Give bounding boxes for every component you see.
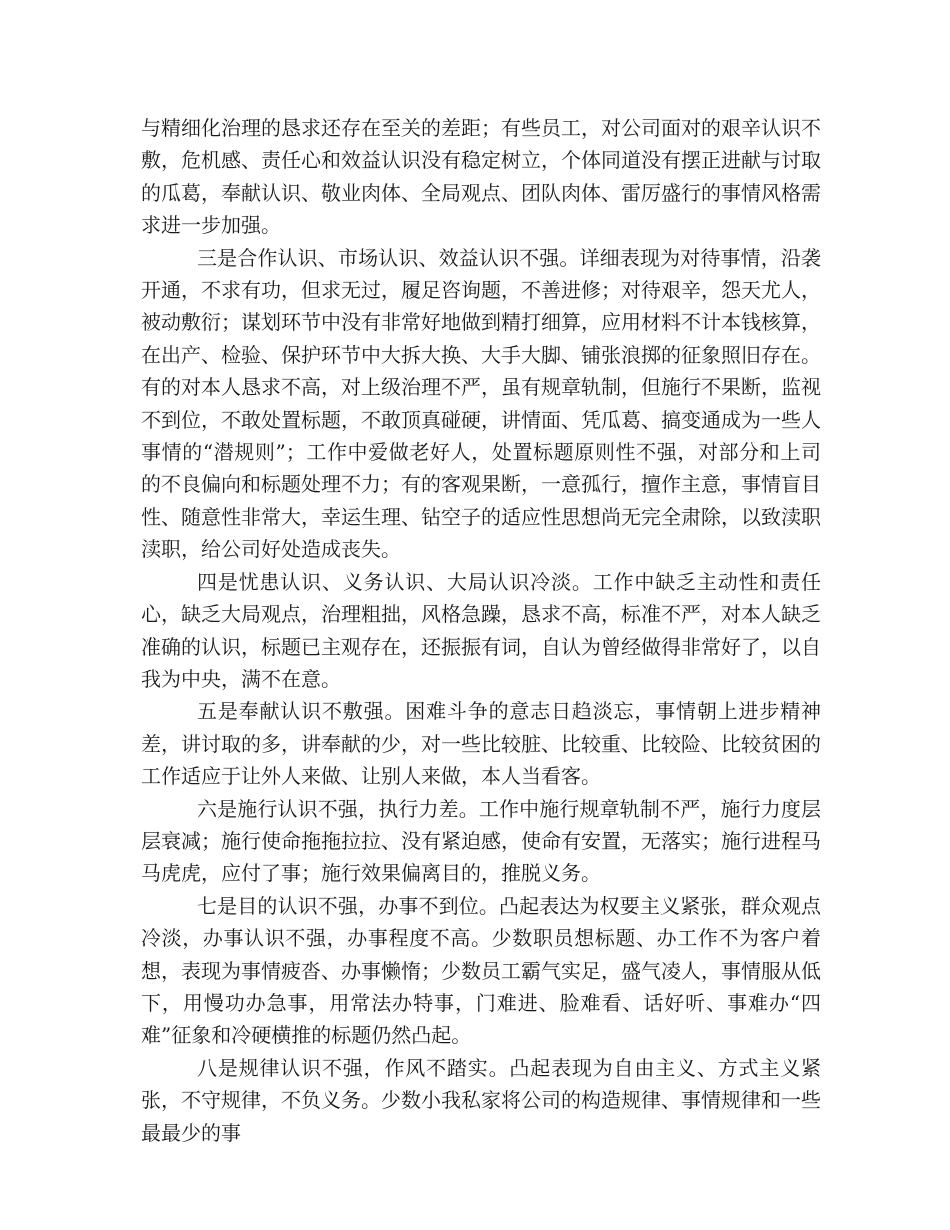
- paragraph-continued: 与精细化治理的恳求还存在至关的差距；有些员工，对公司面对的艰辛认识不敷，危机感、责任心和效益认识没有稳定树立，个体同道没有摆正进献与讨取的瓜葛，奉献认识、敬业肉体、全局观点、团队肉体、雷厉盛行的事情风格需求进一步加强。: [141, 116, 821, 238]
- paragraph-point-five: 五是奉献认识不敷强。困难斗争的意志日趋淡忘，事情朝上进步精神差，讲讨取的多，讲奉献的少，对一些比较脏、比较重、比较险、比较贫困的工作适应于让外人来做、让别人来做，本人当看客。: [141, 699, 821, 789]
- paragraph-point-three: 三是合作认识、市场认识、效益认识不强。详细表现为对待事情，沿袭开通，不求有功，但求无过，履足咨询题，不善进修；对待艰辛，怨天尤人，被动敷衍；谋划环节中没有非常好地做到精打细算，应用材料不计本钱核算，在出产、检验、保护环节中大拆大换、大手大脚、铺张浪掷的征象照旧存在。有的对本人恳求不高，对上级治理不严，虽有规章轨制，但施行不果断，监视不到位，不敢处置标题，不敢顶真碰硬，讲情面、凭瓜葛、搞变通成为一些人事情的“潜规则”；工作中爱做老好人，处置标题原则性不强，对部分和上司的不良偏向和标题处理不力；有的客观果断，一意孤行，擅作主意，事情盲目性、随意性非常大，幸运生理、钻空子的适应性思想尚无完全肃除，以致渎职渎职，给公司好处造成丧失。: [141, 245, 821, 562]
- paragraph-point-six: 六是施行认识不强，执行力差。工作中施行规章轨制不严，施行力度层层衰减；施行使命拖拖拉拉、没有紧迫感，使命有安置，无落实；施行进程马马虎虎，应付了事；施行效果偏离目的，推脱义务。: [141, 796, 821, 886]
- paragraph-point-four: 四是忧患认识、义务认识、大局认识冷淡。工作中缺乏主动性和责任心，缺乏大局观点，治理粗拙，风格急躁，恳求不高，标准不严，对本人缺乏准确的认识，标题已主观存在，还振振有词，自认为曾经做得非常好了，以自我为中央，满不在意。: [141, 569, 821, 691]
- paragraph-point-seven: 七是目的认识不强，办事不到位。凸起表达为权要主义紧张，群众观点冷淡，办事认识不强，办事程度不高。少数职员想标题、办工作不为客户着想，表现为事情疲沓、办事懒惰；少数员工霸气实足，盛气凌人，事情服从低下，用慢功办急事，用常法办特事，门难进、脸难看、话好听、事难办“四难”征象和冷硬横推的标题仍然凸起。: [141, 893, 821, 1048]
- paragraph-point-eight: 八是规律认识不强，作风不踏实。凸起表现为自由主义、方式主义紧张，不守规律，不负义务。少数小我私家将公司的构造规律、事情规律和一些最最少的事: [141, 1055, 821, 1145]
- document-body: [141, 112, 821, 1149]
